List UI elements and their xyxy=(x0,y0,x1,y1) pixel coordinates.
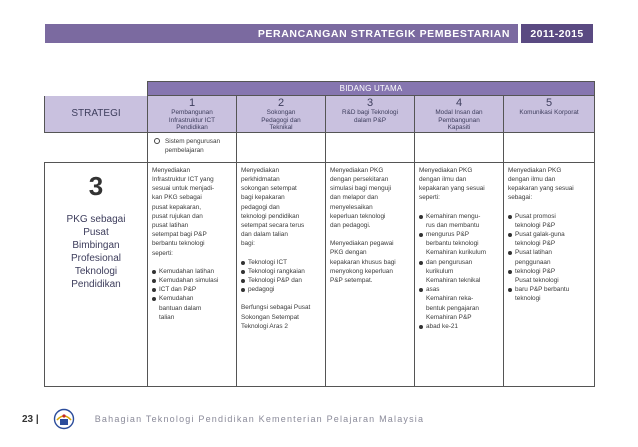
bullet-line: teknologi P&P xyxy=(515,267,556,275)
bullet-line: Kemahiran mengu- xyxy=(426,212,481,220)
bullet-item xyxy=(508,212,590,230)
bullet-line: Kemudahan simulasi xyxy=(159,277,219,285)
bullet-line: Pusat galak-guna xyxy=(515,231,565,238)
bullet-line: Teknologi rangkaian xyxy=(248,267,305,275)
text-line: Teknologi Aras 2 xyxy=(241,322,288,330)
text-line: simulasi bagi menguji xyxy=(330,185,392,193)
column-header-row xyxy=(45,96,595,133)
strategy-name-line: PKG sebagai xyxy=(66,213,126,225)
strategy-name-line: Pendidikan xyxy=(71,278,121,290)
column-number: 1 xyxy=(188,97,196,109)
column-label-line: Sokongan xyxy=(266,109,296,116)
bullet-line: pedagogi xyxy=(248,286,275,294)
text-line: menyelesaikan xyxy=(330,203,373,211)
strategy-name-line: Teknologi xyxy=(74,265,118,277)
ring-bullet-icon xyxy=(154,138,160,144)
bullet-line: Kemudahan xyxy=(159,295,194,303)
blank-line xyxy=(241,294,321,303)
text-line: dengan persekitaran xyxy=(330,175,389,183)
bullet-item xyxy=(152,285,232,294)
note-row xyxy=(45,132,595,162)
bullet-item xyxy=(508,230,590,248)
text-line: PKG dengan xyxy=(330,249,367,257)
text-line: dengan ilmu dan xyxy=(508,175,556,183)
bullet-line: ICT dan P&P xyxy=(159,286,197,294)
column-label-line: Pembangunan xyxy=(171,109,213,116)
blank-line xyxy=(152,258,232,267)
bullet-item xyxy=(152,276,232,285)
text-line: seperti: xyxy=(419,194,440,202)
bullet-line: Pusat teknologi xyxy=(515,277,559,285)
text-line: menyokong keperluan xyxy=(330,267,393,275)
text-line: dan melapor dan xyxy=(330,194,378,202)
bullet-item xyxy=(419,212,499,230)
blank-line xyxy=(508,203,590,212)
text-line: Menyediakan PKG xyxy=(508,166,562,174)
strategy-cell xyxy=(45,162,148,386)
bullet-item xyxy=(508,248,590,266)
bullet-item xyxy=(152,294,232,322)
bullet-line: bentuk pengajaran xyxy=(426,304,479,312)
column-label-line: Kapasiti xyxy=(447,124,471,132)
text-line: Menyediakan PKG xyxy=(330,166,384,174)
column-label-line: Infrastruktur ICT xyxy=(168,116,216,124)
bullet-line: Kemahiran kurikulum xyxy=(426,249,487,257)
column-number: 2 xyxy=(277,97,285,109)
text-line: pusat latihan xyxy=(152,222,189,229)
column-header xyxy=(504,96,595,133)
strategy-detail-cell xyxy=(504,162,595,386)
text-line: Menyediakan xyxy=(152,166,191,174)
strategy-name-line: Profesional xyxy=(70,252,122,264)
text-line: sesuai untuk menjadi- xyxy=(152,185,215,193)
text-line: bagi: xyxy=(241,240,255,248)
header-title: PERANCANGAN STRATEGIK PEMBESTARIAN xyxy=(257,27,510,40)
bullet-item xyxy=(508,267,590,285)
text-line: teknologi pendidikan xyxy=(241,212,300,220)
text-line: seperti: xyxy=(152,249,173,257)
strategy-name-line: Bimbingan xyxy=(72,239,120,251)
column-header xyxy=(326,96,415,133)
text-line: kan PKG sebagai xyxy=(152,194,202,202)
bullet-line: berbantu teknologi xyxy=(426,240,479,248)
bullet-item xyxy=(508,285,590,303)
bullet-item xyxy=(419,322,499,331)
text-line: Infrastruktur ICT yang xyxy=(152,175,214,183)
column-label-line: Pembangunan xyxy=(438,116,480,124)
text-line: bagi kepakaran xyxy=(241,194,285,202)
bullet-line: teknologi P&P xyxy=(515,221,556,229)
strategy-detail-cell xyxy=(415,162,504,386)
strategy-number: 3 xyxy=(88,170,104,201)
column-label-line: dalam P&P xyxy=(354,116,386,124)
bullet-line: penggunaan xyxy=(515,258,551,266)
column-number: 3 xyxy=(366,97,374,109)
text-line: Menyediakan xyxy=(241,166,280,174)
column-header xyxy=(237,96,326,133)
column-label-line: Pendidikan xyxy=(176,124,208,132)
bullet-item xyxy=(419,230,499,258)
bullet-item xyxy=(419,285,499,322)
bullet-item xyxy=(419,258,499,286)
text-line: kepakaran yang sesuai xyxy=(508,185,574,193)
text-line: dan pedagogi. xyxy=(330,222,371,229)
text-line: setempat secara terus xyxy=(241,222,305,229)
column-label-line: R&D bagi Teknologi xyxy=(341,109,398,116)
strategy-detail-cell xyxy=(237,162,326,386)
bullet-line: abad ke-21 xyxy=(426,323,458,331)
text-line: kepakaran yang sesuai xyxy=(419,185,485,193)
bullet-line: Pusat promosi xyxy=(515,212,556,220)
strategy-name-line: Pusat xyxy=(83,226,109,238)
bullet-item xyxy=(241,267,321,276)
bullet-line: asas xyxy=(426,286,440,294)
strategy-detail-cell xyxy=(326,162,415,386)
text-line: dengan ilmu dan xyxy=(419,175,467,183)
text-line: dan dalam talian xyxy=(241,231,288,239)
ministry-logo-icon xyxy=(53,408,75,430)
bullet-line: Kemudahan latihan xyxy=(159,267,215,275)
column-number: 5 xyxy=(545,97,553,109)
text-line: Berfungsi sebagai Pusat xyxy=(241,304,311,312)
column-header xyxy=(415,96,504,133)
column-label-line: Pedagogi dan xyxy=(261,116,301,124)
bullet-line: talian xyxy=(159,313,175,321)
strategy-detail-cell xyxy=(148,162,237,386)
text-line: setempat bagi P&P xyxy=(152,231,207,239)
footer xyxy=(22,408,424,430)
bullet-line: Kemahiran teknikal xyxy=(426,277,481,285)
text-line: Menyediakan pegawai xyxy=(330,240,394,248)
bidang-row xyxy=(45,82,595,96)
text-line: kepakaran khusus bagi xyxy=(330,258,396,266)
text-line: pedagogi dan xyxy=(241,203,280,211)
blank-line xyxy=(330,230,410,239)
footer-text: Bahagian Teknologi Pendidikan Kementerian Pelajaran Malaysia xyxy=(94,414,425,424)
column-label-line: Modal Insan dan xyxy=(435,109,483,116)
note-line: pembelajaran xyxy=(165,146,204,154)
column-label-line: Teknikal xyxy=(269,124,293,132)
bullet-item xyxy=(241,276,321,285)
column-label-line: Komunikasi Korporat xyxy=(519,109,579,116)
strategy-row xyxy=(45,162,595,386)
text-line: berbantu teknologi xyxy=(152,240,205,248)
text-line: Menyediakan PKG xyxy=(419,166,473,174)
text-line: keperluan teknologi xyxy=(330,212,386,220)
bullet-line: Pusat latihan xyxy=(515,249,552,257)
bullet-line: Teknologi ICT xyxy=(248,258,288,266)
text-line: sebagai: xyxy=(508,194,533,202)
bullet-line: kurikulum xyxy=(426,267,454,275)
bidang-utama-label: BIDANG UTAMA xyxy=(148,82,595,96)
text-line: pusat rujukan dan xyxy=(152,212,203,220)
bullet-line: baru P&P berbantu xyxy=(515,286,570,294)
text-line: pusat kepakaran, xyxy=(152,203,202,211)
bullet-item xyxy=(152,267,232,276)
bullet-item xyxy=(241,258,321,267)
bullet-line: teknologi xyxy=(515,295,541,303)
bullet-line: teknologi P&P xyxy=(515,240,556,248)
strategy-name xyxy=(49,213,143,291)
bullet-line: bantuan dalam xyxy=(159,304,202,312)
blank-line xyxy=(241,249,321,258)
bullet-line: Kemahiran P&P xyxy=(426,313,472,321)
note-line: Sistem pengurusan xyxy=(165,137,221,145)
bullet-line: mengurus P&P xyxy=(426,231,469,238)
bullet-line: Kemahiran reka- xyxy=(426,295,474,303)
text-line: sokongan setempat xyxy=(241,185,297,193)
bullet-item xyxy=(241,285,321,294)
bullet-line: rus dan membantu xyxy=(426,221,480,229)
text-line: perkhidmatan xyxy=(241,175,280,183)
page-number: 23 | xyxy=(22,413,39,425)
column-number: 4 xyxy=(455,97,463,109)
note-cell xyxy=(148,132,237,162)
strategi-header: STRATEGI xyxy=(45,96,148,133)
note-text xyxy=(165,137,220,155)
bullet-line: Teknologi P&P dan xyxy=(248,277,302,285)
bullet-line: dan pengurusan xyxy=(426,258,473,266)
text-line: P&P setempat. xyxy=(330,277,373,285)
blank-line xyxy=(419,203,499,212)
text-line: Sokongan Setempat xyxy=(241,313,299,321)
header-years: 2011-2015 xyxy=(521,24,593,43)
header-bar xyxy=(45,24,593,43)
column-header xyxy=(148,96,237,133)
strategy-table xyxy=(44,81,595,387)
